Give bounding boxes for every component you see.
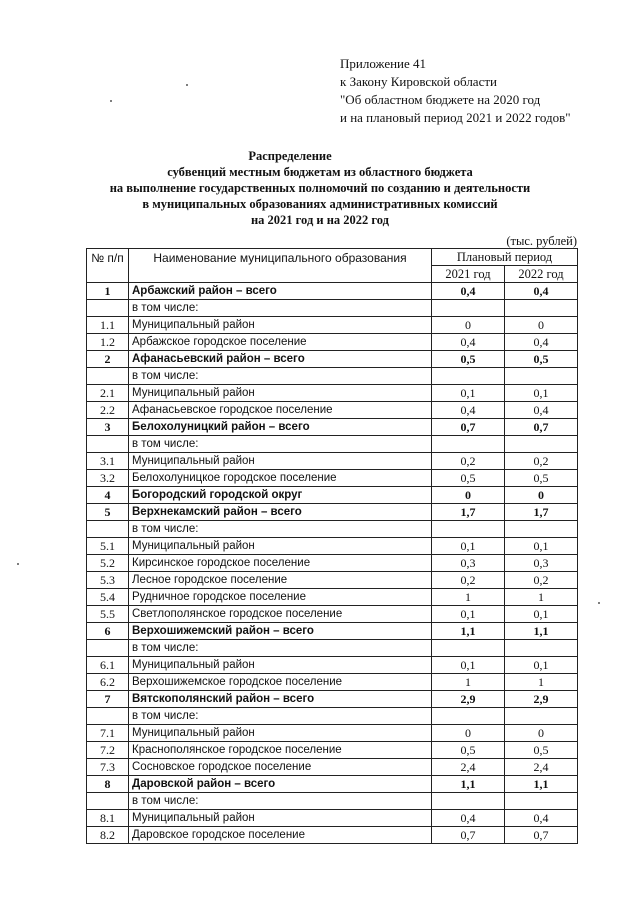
row-number: 8.1 bbox=[87, 810, 129, 827]
row-value-2021: 0,1 bbox=[432, 657, 505, 674]
row-number: 7 bbox=[87, 691, 129, 708]
row-name: Даровской район – всего bbox=[129, 776, 432, 793]
table-row bbox=[87, 555, 578, 572]
table-row bbox=[87, 351, 578, 368]
row-value-2021: 0,2 bbox=[432, 453, 505, 470]
row-number: 2 bbox=[87, 351, 129, 368]
row-value-2021: 2,9 bbox=[432, 691, 505, 708]
table-row bbox=[87, 521, 578, 538]
scan-speck bbox=[17, 563, 19, 565]
row-number: 4 bbox=[87, 487, 129, 504]
row-value-2022 bbox=[505, 793, 578, 810]
row-name: Афанасьевский район – всего bbox=[129, 351, 432, 368]
row-value-2021: 0,5 bbox=[432, 470, 505, 487]
row-value-2022: 0,2 bbox=[505, 453, 578, 470]
row-number: 7.1 bbox=[87, 725, 129, 742]
row-value-2021: 0 bbox=[432, 487, 505, 504]
header-2021: 2021 год bbox=[432, 266, 505, 283]
row-value-2022: 0,7 bbox=[505, 827, 578, 844]
table-row bbox=[87, 504, 578, 521]
row-name: Светлополянское городское поселение bbox=[129, 606, 432, 623]
row-name: Белохолуницкое городское поселение bbox=[129, 470, 432, 487]
row-value-2021: 0,1 bbox=[432, 538, 505, 555]
row-number: 3 bbox=[87, 419, 129, 436]
row-value-2022: 0 bbox=[505, 317, 578, 334]
row-number: 1.2 bbox=[87, 334, 129, 351]
table-row bbox=[87, 793, 578, 810]
title-line: в муниципальных образованиях административных комиссий bbox=[142, 197, 498, 211]
row-value-2021: 1 bbox=[432, 589, 505, 606]
row-number: 6.2 bbox=[87, 674, 129, 691]
row-name: Афанасьевское городское поселение bbox=[129, 402, 432, 419]
table-row bbox=[87, 283, 578, 300]
row-value-2022: 0,3 bbox=[505, 555, 578, 572]
title-line: субвенций местным бюджетам из областного бюджета bbox=[167, 165, 473, 179]
row-value-2022: 0,2 bbox=[505, 572, 578, 589]
row-name: Кирсинское городское поселение bbox=[129, 555, 432, 572]
row-name: в том числе: bbox=[129, 793, 432, 810]
header-num: № п/п bbox=[87, 249, 129, 283]
row-value-2021: 1,1 bbox=[432, 623, 505, 640]
row-value-2022: 0,5 bbox=[505, 351, 578, 368]
row-value-2021: 1,7 bbox=[432, 504, 505, 521]
row-number: 5.3 bbox=[87, 572, 129, 589]
row-number: 7.3 bbox=[87, 759, 129, 776]
row-name: Вятскополянский район – всего bbox=[129, 691, 432, 708]
row-value-2021: 0,5 bbox=[432, 351, 505, 368]
table-row bbox=[87, 640, 578, 657]
scan-speck bbox=[186, 84, 188, 86]
table-row bbox=[87, 657, 578, 674]
table-row bbox=[87, 538, 578, 555]
table-row bbox=[87, 810, 578, 827]
header-2022: 2022 год bbox=[505, 266, 578, 283]
row-value-2022 bbox=[505, 708, 578, 725]
table-row bbox=[87, 623, 578, 640]
table-row bbox=[87, 759, 578, 776]
row-value-2022: 0,7 bbox=[505, 419, 578, 436]
row-value-2021: 0,4 bbox=[432, 402, 505, 419]
row-name: в том числе: bbox=[129, 436, 432, 453]
row-name: Арбажское городское поселение bbox=[129, 334, 432, 351]
row-value-2022: 1,1 bbox=[505, 776, 578, 793]
row-name: в том числе: bbox=[129, 708, 432, 725]
row-name: Верхнекамский район – всего bbox=[129, 504, 432, 521]
row-value-2021: 0,4 bbox=[432, 810, 505, 827]
table-row bbox=[87, 334, 578, 351]
table-row bbox=[87, 300, 578, 317]
table-row bbox=[87, 742, 578, 759]
table-row bbox=[87, 725, 578, 742]
row-value-2021 bbox=[432, 436, 505, 453]
row-name: Муниципальный район bbox=[129, 453, 432, 470]
table-row bbox=[87, 827, 578, 844]
row-value-2021: 0,7 bbox=[432, 419, 505, 436]
row-value-2021: 0,3 bbox=[432, 555, 505, 572]
row-number: 6 bbox=[87, 623, 129, 640]
row-name: Богородский городской округ bbox=[129, 487, 432, 504]
table-row bbox=[87, 453, 578, 470]
title-line: на 2021 год и на 2022 год bbox=[250, 213, 389, 227]
row-value-2021 bbox=[432, 368, 505, 385]
table-row bbox=[87, 691, 578, 708]
row-value-2021: 0,4 bbox=[432, 283, 505, 300]
row-name: Даровское городское поселение bbox=[129, 827, 432, 844]
row-name: Муниципальный район bbox=[129, 657, 432, 674]
row-value-2022: 0,4 bbox=[505, 283, 578, 300]
appendix-line: к Закону Кировской области bbox=[340, 74, 497, 89]
table-row bbox=[87, 708, 578, 725]
row-name: Верхошижемское городское поселение bbox=[129, 674, 432, 691]
appendix-block bbox=[340, 55, 571, 127]
table-row bbox=[87, 572, 578, 589]
row-number: 6.1 bbox=[87, 657, 129, 674]
row-name: в том числе: bbox=[129, 640, 432, 657]
table-row bbox=[87, 317, 578, 334]
row-value-2022 bbox=[505, 640, 578, 657]
row-name: Верхошижемский район – всего bbox=[129, 623, 432, 640]
row-value-2022: 0,4 bbox=[505, 810, 578, 827]
row-value-2022: 0,1 bbox=[505, 385, 578, 402]
row-number: 5.5 bbox=[87, 606, 129, 623]
row-name: Белохолуницкий район – всего bbox=[129, 419, 432, 436]
row-name: Краснополянское городское поселение bbox=[129, 742, 432, 759]
row-number bbox=[87, 368, 129, 385]
row-value-2022 bbox=[505, 300, 578, 317]
table-row bbox=[87, 470, 578, 487]
row-value-2022: 0,4 bbox=[505, 334, 578, 351]
row-value-2021: 0,1 bbox=[432, 606, 505, 623]
appendix-line: Приложение 41 bbox=[340, 56, 427, 71]
row-value-2022: 0,1 bbox=[505, 538, 578, 555]
row-value-2021 bbox=[432, 708, 505, 725]
row-value-2021 bbox=[432, 640, 505, 657]
table-row bbox=[87, 589, 578, 606]
document-title bbox=[0, 148, 640, 228]
row-number: 2.2 bbox=[87, 402, 129, 419]
table-body bbox=[87, 283, 578, 844]
appendix-line: "Об областном бюджете на 2020 год bbox=[340, 92, 541, 107]
header-name: Наименование муниципального образования bbox=[129, 249, 432, 283]
row-value-2021: 0,7 bbox=[432, 827, 505, 844]
row-value-2021 bbox=[432, 793, 505, 810]
row-name: Муниципальный район bbox=[129, 725, 432, 742]
row-number: 5.2 bbox=[87, 555, 129, 572]
appendix-line: и на плановый период 2021 и 2022 годов" bbox=[340, 110, 571, 125]
scan-speck bbox=[598, 602, 600, 604]
row-value-2021: 0 bbox=[432, 317, 505, 334]
row-value-2022: 1,1 bbox=[505, 623, 578, 640]
subsidy-table bbox=[86, 248, 578, 844]
row-value-2021 bbox=[432, 300, 505, 317]
row-name: в том числе: bbox=[129, 368, 432, 385]
row-value-2022: 0,5 bbox=[505, 470, 578, 487]
table-row bbox=[87, 674, 578, 691]
row-value-2022: 0,5 bbox=[505, 742, 578, 759]
row-value-2022: 1 bbox=[505, 589, 578, 606]
row-number: 3.1 bbox=[87, 453, 129, 470]
title-line: на выполнение государственных полномочий по созданию и деятельности bbox=[109, 181, 531, 195]
row-value-2022: 1 bbox=[505, 674, 578, 691]
row-name: Муниципальный район bbox=[129, 810, 432, 827]
row-number: 5.4 bbox=[87, 589, 129, 606]
row-number: 5.1 bbox=[87, 538, 129, 555]
header-period: Плановый период bbox=[432, 249, 578, 266]
table-row bbox=[87, 487, 578, 504]
row-number: 1.1 bbox=[87, 317, 129, 334]
row-number bbox=[87, 793, 129, 810]
row-value-2021: 0 bbox=[432, 725, 505, 742]
row-value-2022 bbox=[505, 521, 578, 538]
row-number: 5 bbox=[87, 504, 129, 521]
row-number bbox=[87, 708, 129, 725]
row-name: в том числе: bbox=[129, 521, 432, 538]
row-name: Рудничное городское поселение bbox=[129, 589, 432, 606]
row-value-2021: 0,1 bbox=[432, 385, 505, 402]
row-number: 7.2 bbox=[87, 742, 129, 759]
row-number bbox=[87, 640, 129, 657]
row-value-2022: 0 bbox=[505, 487, 578, 504]
row-number: 2.1 bbox=[87, 385, 129, 402]
row-name: Муниципальный район bbox=[129, 385, 432, 402]
row-value-2022: 0,4 bbox=[505, 402, 578, 419]
row-value-2021: 1,1 bbox=[432, 776, 505, 793]
table-row bbox=[87, 419, 578, 436]
row-value-2021: 0,5 bbox=[432, 742, 505, 759]
row-number: 1 bbox=[87, 283, 129, 300]
row-name: Сосновское городское поселение bbox=[129, 759, 432, 776]
row-value-2021: 0,2 bbox=[432, 572, 505, 589]
row-value-2021 bbox=[432, 521, 505, 538]
row-number: 8 bbox=[87, 776, 129, 793]
row-value-2022: 0,1 bbox=[505, 657, 578, 674]
row-name: Арбажский район – всего bbox=[129, 283, 432, 300]
row-value-2022: 2,4 bbox=[505, 759, 578, 776]
row-number bbox=[87, 300, 129, 317]
row-value-2022: 0 bbox=[505, 725, 578, 742]
row-value-2022 bbox=[505, 368, 578, 385]
units-label: (тыс. рублей) bbox=[506, 234, 577, 248]
row-value-2021: 2,4 bbox=[432, 759, 505, 776]
table-row bbox=[87, 436, 578, 453]
row-value-2021: 0,4 bbox=[432, 334, 505, 351]
table-row bbox=[87, 385, 578, 402]
scan-speck bbox=[110, 100, 112, 102]
row-value-2022: 1,7 bbox=[505, 504, 578, 521]
row-number: 3.2 bbox=[87, 470, 129, 487]
row-number bbox=[87, 521, 129, 538]
title-line: Распределение bbox=[248, 149, 332, 163]
row-name: Муниципальный район bbox=[129, 317, 432, 334]
row-number: 8.2 bbox=[87, 827, 129, 844]
row-name: в том числе: bbox=[129, 300, 432, 317]
row-value-2021: 1 bbox=[432, 674, 505, 691]
table-row bbox=[87, 606, 578, 623]
row-value-2022: 0,1 bbox=[505, 606, 578, 623]
row-value-2022: 2,9 bbox=[505, 691, 578, 708]
row-value-2022 bbox=[505, 436, 578, 453]
row-name: Лесное городское поселение bbox=[129, 572, 432, 589]
table-row bbox=[87, 776, 578, 793]
table-row bbox=[87, 368, 578, 385]
row-number bbox=[87, 436, 129, 453]
table-row bbox=[87, 402, 578, 419]
row-name: Муниципальный район bbox=[129, 538, 432, 555]
